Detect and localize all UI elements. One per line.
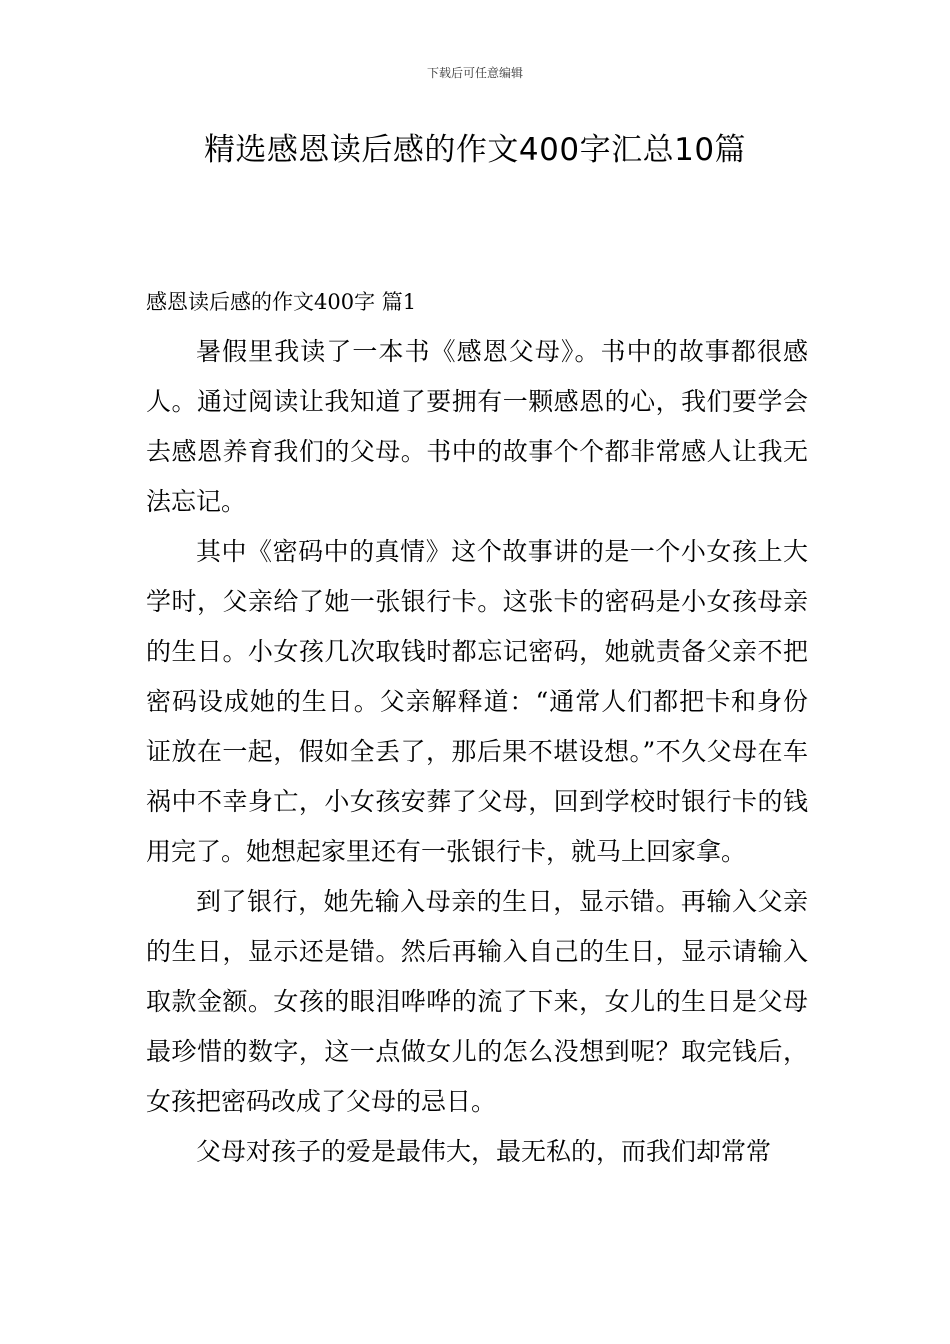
paragraph-4: 父母对孩子的爱是最伟大，最无私的，而我们却常常 bbox=[196, 1137, 772, 1166]
document-title: 精选感恩读后感的作文400字汇总10篇 bbox=[203, 132, 747, 168]
paragraph-2: 其中《密码中的真情》这个故事讲的是一个小女孩上大学时，父亲给了她一张银行卡。这张卡的密码是小女孩母亲的生日。小女孩几次取钱时都忘记密码，她就责备父亲不把密码设成她的生日。父亲解释道：“通常人们都把卡和身份证放在一起，假如全丢了，那后果不堪设想。”不久父母在车祸中不幸身亡，小女孩安葬了父母，回到学校时银行卡的钱用完了。她想起家里还有一张银行卡，就马上回家拿。 bbox=[146, 537, 808, 866]
paragraph-3: 到了银行，她先输入母亲的生日，显示错。再输入父亲的生日，显示还是错。然后再输入自己的生日，显示请输入取款金额。女孩的眼泪哗哗的流了下来，女儿的生日是父母最珍惜的数字，这一点做女儿的怎么没想到呢？取完钱后，女孩把密码改成了父母的忌日。 bbox=[146, 887, 808, 1116]
section-heading: 感恩读后感的作文400字 篇1 bbox=[146, 290, 417, 314]
document-body bbox=[146, 277, 808, 1177]
paragraph-1: 暑假里我读了一本书《感恩父母》。书中的故事都很感人。通过阅读让我知道了要拥有一颗感恩的心，我们要学会去感恩养育我们的父母。书中的故事个个都非常感人让我无法忘记。 bbox=[146, 337, 808, 516]
header-note: 下载后可任意编辑 bbox=[426, 66, 523, 80]
